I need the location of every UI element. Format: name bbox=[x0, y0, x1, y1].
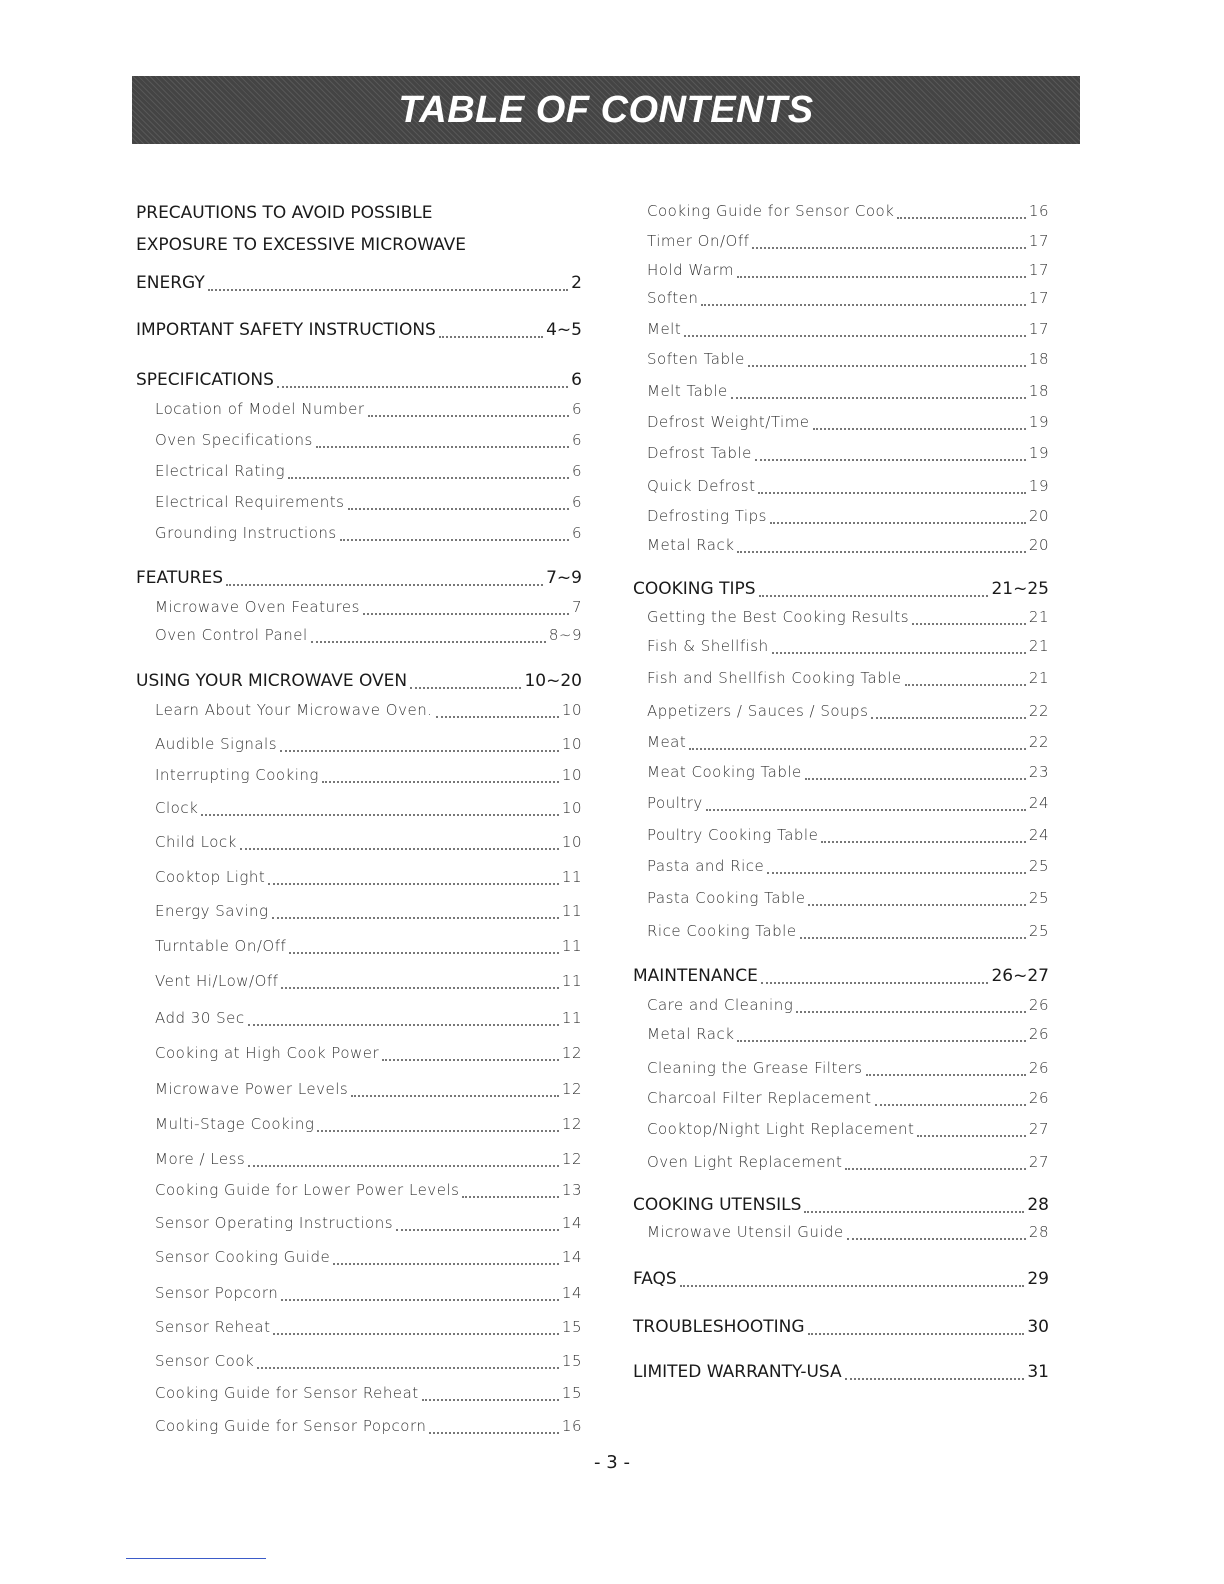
toc-leader-dots bbox=[866, 1074, 1026, 1076]
toc-entry[interactable] bbox=[155, 1244, 582, 1270]
toc-entry[interactable] bbox=[647, 198, 1049, 224]
toc-entry-page: 21~25 bbox=[991, 579, 1049, 599]
toc-entry-title: Sensor Cooking Guide bbox=[155, 1248, 331, 1266]
toc-entry[interactable] bbox=[647, 665, 1049, 691]
toc-entry-page: 10 bbox=[561, 799, 582, 817]
toc-entry-page: 26 bbox=[1028, 1089, 1049, 1107]
toc-entry-title: Melt Table bbox=[647, 382, 728, 400]
toc-entry[interactable] bbox=[647, 992, 1049, 1018]
toc-leader-dots bbox=[201, 814, 559, 816]
toc-leader-dots bbox=[289, 952, 559, 954]
toc-leader-dots bbox=[905, 684, 1026, 686]
toc-entry-page: 12 bbox=[561, 1115, 582, 1133]
toc-entry-page: 23 bbox=[1028, 763, 1049, 781]
toc-entry-page: 17 bbox=[1028, 261, 1049, 279]
toc-entry-page: 11 bbox=[561, 972, 582, 990]
toc-leader-dots bbox=[847, 1238, 1026, 1240]
toc-entry-page: 31 bbox=[1027, 1362, 1049, 1382]
toc-leader-dots bbox=[845, 1168, 1025, 1170]
toc-entry-title: Grounding Instructions bbox=[155, 524, 337, 542]
toc-entry-page: 27 bbox=[1028, 1153, 1049, 1171]
toc-entry-title: Defrost Weight/Time bbox=[647, 413, 810, 431]
toc-entry[interactable] bbox=[155, 1076, 582, 1102]
toc-leader-dots bbox=[316, 446, 569, 448]
toc-entry-page: 22 bbox=[1028, 702, 1049, 720]
toc-entry[interactable] bbox=[155, 1111, 582, 1137]
toc-leader-dots bbox=[333, 1263, 559, 1265]
toc-entry-page: 6 bbox=[571, 400, 582, 418]
page-number: - 3 - bbox=[594, 1452, 630, 1473]
toc-entry-title: Energy Saving bbox=[155, 902, 269, 920]
toc-entry-page: 16 bbox=[561, 1417, 582, 1435]
toc-entry-page: 24 bbox=[1028, 794, 1049, 812]
toc-entry-title: Sensor Reheat bbox=[155, 1318, 271, 1336]
toc-entry-page: 25 bbox=[1028, 857, 1049, 875]
toc-leader-dots bbox=[701, 304, 1026, 306]
toc-entry-title: SPECIFICATIONS bbox=[136, 370, 274, 390]
toc-leader-dots bbox=[280, 750, 559, 752]
toc-entry-title: Turntable On/Off bbox=[155, 937, 287, 955]
toc-entry-page: 17 bbox=[1028, 232, 1049, 250]
footer-rule bbox=[126, 1558, 266, 1559]
toc-leader-dots bbox=[917, 1135, 1025, 1137]
toc-entry[interactable] bbox=[155, 795, 582, 821]
toc-entry-title: Cooking Guide for Sensor Reheat bbox=[155, 1384, 419, 1402]
toc-entry-title: Charcoal Filter Replacement bbox=[647, 1089, 872, 1107]
toc-leader-dots bbox=[288, 477, 569, 479]
toc-leader-dots bbox=[808, 904, 1025, 906]
toc-entry[interactable] bbox=[647, 346, 1049, 372]
toc-leader-dots bbox=[737, 551, 1026, 553]
toc-entry-title: FEATURES bbox=[136, 568, 224, 588]
toc-entry-title: Oven Control Panel bbox=[155, 626, 308, 644]
toc-section[interactable] bbox=[633, 576, 1049, 602]
toc-entry-title: Cooktop Light bbox=[155, 868, 266, 886]
toc-entry[interactable] bbox=[155, 427, 582, 453]
toc-entry-page: 19 bbox=[1028, 444, 1049, 462]
toc-entry[interactable] bbox=[155, 622, 582, 648]
toc-entry-page: 2 bbox=[571, 273, 582, 293]
toc-section[interactable] bbox=[633, 1359, 1049, 1385]
toc-leader-dots bbox=[755, 459, 1026, 461]
toc-entry-title: Electrical Requirements bbox=[155, 493, 345, 511]
toc-leader-dots bbox=[871, 717, 1026, 719]
toc-entry-title: COOKING UTENSILS bbox=[633, 1195, 802, 1215]
toc-entry-title: Cooktop/Night Light Replacement bbox=[647, 1120, 915, 1138]
toc-entry-page: 8~9 bbox=[548, 626, 582, 644]
toc-section[interactable] bbox=[633, 1266, 1049, 1292]
toc-entry[interactable] bbox=[155, 489, 582, 515]
toc-leader-dots bbox=[351, 1095, 559, 1097]
toc-entry-page: 11 bbox=[561, 868, 582, 886]
precautions-line-1: PRECAUTIONS TO AVOID POSSIBLE bbox=[136, 203, 433, 223]
toc-entry-page: 10 bbox=[561, 766, 582, 784]
toc-entry-title: Pasta Cooking Table bbox=[647, 889, 806, 907]
toc-entry-title: Poultry bbox=[647, 794, 703, 812]
toc-entry-page: 14 bbox=[561, 1284, 582, 1302]
toc-leader-dots bbox=[277, 386, 568, 388]
toc-entry[interactable] bbox=[155, 1146, 582, 1172]
toc-leader-dots bbox=[752, 247, 1026, 249]
toc-entry-page: 15 bbox=[561, 1318, 582, 1336]
toc-entry-page: 10 bbox=[561, 833, 582, 851]
toc-entry[interactable] bbox=[647, 759, 1049, 785]
toc-entry-title: USING YOUR MICROWAVE OVEN bbox=[136, 671, 408, 691]
toc-entry[interactable] bbox=[647, 1055, 1049, 1081]
toc-entry-title: Metal Rack bbox=[647, 536, 735, 554]
toc-leader-dots bbox=[317, 1130, 559, 1132]
toc-entry-page: 12 bbox=[561, 1150, 582, 1168]
toc-entry-page: 11 bbox=[561, 937, 582, 955]
toc-entry-precautions[interactable] bbox=[136, 270, 582, 296]
toc-entry-title: Meat bbox=[647, 733, 687, 751]
toc-leader-dots bbox=[758, 492, 1025, 494]
toc-entry-title: Soften Table bbox=[647, 350, 745, 368]
toc-entry-title: Microwave Utensil Guide bbox=[647, 1223, 844, 1241]
toc-entry[interactable] bbox=[647, 1021, 1049, 1047]
toc-entry[interactable] bbox=[647, 440, 1049, 466]
toc-entry-title: Cooking Guide for Sensor Popcorn bbox=[155, 1417, 427, 1435]
toc-entry-page: 21 bbox=[1028, 608, 1049, 626]
toc-leader-dots bbox=[800, 937, 1026, 939]
toc-entry[interactable] bbox=[155, 458, 582, 484]
precautions-line-2: EXPOSURE TO EXCESSIVE MICROWAVE bbox=[136, 235, 467, 255]
toc-leader-dots bbox=[268, 883, 559, 885]
toc-entry-title: Oven Specifications bbox=[155, 431, 313, 449]
toc-leader-dots bbox=[821, 841, 1026, 843]
toc-entry-page: 11 bbox=[561, 1009, 582, 1027]
toc-leader-dots bbox=[273, 1333, 558, 1335]
toc-leader-dots bbox=[382, 1059, 559, 1061]
toc-leader-dots bbox=[897, 217, 1026, 219]
toc-section[interactable] bbox=[136, 565, 582, 591]
toc-leader-dots bbox=[737, 276, 1026, 278]
toc-entry-title: Microwave Oven Features bbox=[155, 598, 360, 616]
toc-entry-title: Timer On/Off bbox=[647, 232, 750, 250]
title-banner bbox=[132, 76, 1080, 144]
toc-leader-dots bbox=[439, 336, 543, 338]
toc-entry-page: 13 bbox=[561, 1181, 582, 1199]
toc-leader-dots bbox=[281, 987, 558, 989]
toc-entry-page: 11 bbox=[561, 902, 582, 920]
toc-entry[interactable] bbox=[155, 1177, 582, 1203]
toc-entry[interactable] bbox=[647, 604, 1049, 630]
toc-section[interactable] bbox=[136, 367, 582, 393]
toc-entry[interactable] bbox=[155, 1413, 582, 1439]
toc-entry-title: Child Lock bbox=[155, 833, 237, 851]
toc-entry-page: 7~9 bbox=[546, 568, 582, 588]
toc-entry-title: Appetizers / Sauces / Soups bbox=[647, 702, 869, 720]
toc-entry-page: 12 bbox=[561, 1044, 582, 1062]
toc-entry-page: 15 bbox=[561, 1352, 582, 1370]
toc-entry-title: FAQS bbox=[633, 1269, 677, 1289]
toc-section[interactable] bbox=[633, 963, 1049, 989]
toc-leader-dots bbox=[248, 1024, 559, 1026]
toc-entry[interactable] bbox=[155, 968, 582, 994]
toc-entry[interactable] bbox=[155, 1280, 582, 1306]
toc-entry[interactable] bbox=[647, 228, 1049, 254]
toc-entry-page: 19 bbox=[1028, 413, 1049, 431]
toc-section[interactable] bbox=[136, 317, 582, 343]
toc-entry-title: COOKING TIPS bbox=[633, 579, 756, 599]
toc-entry-page: 28 bbox=[1027, 1195, 1049, 1215]
toc-entry[interactable] bbox=[647, 1219, 1049, 1245]
toc-entry[interactable] bbox=[647, 409, 1049, 435]
toc-entry-title: Vent Hi/Low/Off bbox=[155, 972, 279, 990]
toc-leader-dots bbox=[462, 1196, 559, 1198]
toc-entry[interactable] bbox=[647, 729, 1049, 755]
toc-entry-page: 25 bbox=[1028, 922, 1049, 940]
toc-entry[interactable] bbox=[155, 396, 582, 422]
toc-entry-page: 26 bbox=[1028, 996, 1049, 1014]
toc-leader-dots bbox=[429, 1432, 559, 1434]
toc-entry-title: Cooking at High Cook Power bbox=[155, 1044, 380, 1062]
toc-leader-dots bbox=[436, 716, 559, 718]
toc-leader-dots bbox=[257, 1367, 559, 1369]
toc-entry[interactable] bbox=[155, 1380, 582, 1406]
toc-entry[interactable] bbox=[647, 633, 1049, 659]
toc-leader-dots bbox=[689, 748, 1026, 750]
toc-leader-dots bbox=[761, 982, 989, 984]
toc-entry-title: Location of Model Number bbox=[155, 400, 365, 418]
toc-entry-page: 4~5 bbox=[546, 320, 582, 340]
toc-leader-dots bbox=[368, 415, 569, 417]
toc-entry-title: LIMITED WARRANTY-USA bbox=[633, 1362, 842, 1382]
toc-entry[interactable] bbox=[155, 731, 582, 757]
toc-entry-title: Cleaning the Grease Filters bbox=[647, 1059, 863, 1077]
toc-entry[interactable] bbox=[155, 594, 582, 620]
toc-entry-title: Defrosting Tips bbox=[647, 507, 767, 525]
toc-entry-page: 20 bbox=[1028, 536, 1049, 554]
toc-entry-page: 29 bbox=[1027, 1269, 1049, 1289]
toc-section[interactable] bbox=[136, 668, 582, 694]
toc-entry-page: 6 bbox=[571, 524, 582, 542]
toc-entry-page: 10~20 bbox=[524, 671, 582, 691]
toc-entry-title: Electrical Rating bbox=[155, 462, 286, 480]
toc-entry-title: Hold Warm bbox=[647, 261, 734, 279]
toc-entry[interactable] bbox=[155, 898, 582, 924]
toc-entry-page: 22 bbox=[1028, 733, 1049, 751]
toc-entry-page: 26~27 bbox=[991, 966, 1049, 986]
toc-entry-page: 17 bbox=[1028, 320, 1049, 338]
toc-entry-title: Fish and Shellfish Cooking Table bbox=[647, 669, 902, 687]
toc-entry-title: ENERGY bbox=[136, 273, 205, 293]
toc-entry[interactable] bbox=[647, 698, 1049, 724]
toc-entry-title: Microwave Power Levels bbox=[155, 1080, 349, 1098]
toc-entry-page: 20 bbox=[1028, 507, 1049, 525]
toc-entry[interactable] bbox=[647, 1085, 1049, 1111]
toc-leader-dots bbox=[796, 1011, 1026, 1013]
toc-entry-page: 15 bbox=[561, 1384, 582, 1402]
toc-entry[interactable] bbox=[647, 503, 1049, 529]
toc-entry-page: 6 bbox=[571, 462, 582, 480]
toc-section[interactable] bbox=[633, 1192, 1049, 1218]
toc-entry-page: 26 bbox=[1028, 1025, 1049, 1043]
toc-leader-dots bbox=[737, 1040, 1026, 1042]
toc-entry-title: Interrupting Cooking bbox=[155, 766, 319, 784]
toc-entry-title: Metal Rack bbox=[647, 1025, 735, 1043]
toc-entry[interactable] bbox=[647, 285, 1049, 311]
toc-leader-dots bbox=[912, 623, 1026, 625]
toc-entry[interactable] bbox=[155, 1005, 582, 1031]
toc-leader-dots bbox=[322, 781, 559, 783]
toc-entry-title: Melt bbox=[647, 320, 682, 338]
toc-entry-title: Oven Light Replacement bbox=[647, 1153, 843, 1171]
toc-entry[interactable] bbox=[647, 316, 1049, 342]
toc-leader-dots bbox=[311, 641, 546, 643]
toc-entry-page: 26 bbox=[1028, 1059, 1049, 1077]
toc-entry[interactable] bbox=[155, 1040, 582, 1066]
toc-entry[interactable] bbox=[155, 697, 582, 723]
toc-leader-dots bbox=[363, 613, 569, 615]
toc-entry-title: Add 30 Sec bbox=[155, 1009, 245, 1027]
toc-entry-title: Sensor Operating Instructions bbox=[155, 1214, 394, 1232]
toc-leader-dots bbox=[875, 1104, 1026, 1106]
toc-leader-dots bbox=[348, 508, 569, 510]
toc-leader-dots bbox=[808, 1333, 1025, 1335]
toc-entry-page: 14 bbox=[561, 1248, 582, 1266]
toc-leader-dots bbox=[248, 1165, 559, 1167]
toc-entry-title: Cooking Guide for Lower Power Levels bbox=[155, 1181, 460, 1199]
toc-entry-title: Meat Cooking Table bbox=[647, 763, 802, 781]
toc-entry-page: 27 bbox=[1028, 1120, 1049, 1138]
toc-entry-page: 7 bbox=[571, 598, 582, 616]
toc-entry-title: Getting the Best Cooking Results bbox=[647, 608, 910, 626]
toc-entry-page: 18 bbox=[1028, 350, 1049, 368]
toc-entry-title: Clock bbox=[155, 799, 199, 817]
toc-entry-title: Rice Cooking Table bbox=[647, 922, 797, 940]
toc-leader-dots bbox=[804, 1211, 1024, 1213]
toc-entry[interactable] bbox=[647, 918, 1049, 944]
toc-entry-title: Audible Signals bbox=[155, 735, 278, 753]
toc-entry[interactable] bbox=[647, 473, 1049, 499]
toc-leader-dots bbox=[684, 335, 1026, 337]
toc-leader-dots bbox=[340, 539, 569, 541]
toc-entry-page: 21 bbox=[1028, 669, 1049, 687]
toc-leader-dots bbox=[759, 595, 989, 597]
toc-entry-title: Learn About Your Microwave Oven. bbox=[155, 701, 433, 719]
toc-entry-page: 25 bbox=[1028, 889, 1049, 907]
toc-entry-page: 10 bbox=[561, 735, 582, 753]
toc-leader-dots bbox=[396, 1229, 559, 1231]
toc-entry-title: Pasta and Rice bbox=[647, 857, 765, 875]
toc-leader-dots bbox=[410, 687, 521, 689]
toc-entry[interactable] bbox=[155, 933, 582, 959]
toc-entry-page: 14 bbox=[561, 1214, 582, 1232]
toc-leader-dots bbox=[240, 848, 559, 850]
toc-entry-page: 24 bbox=[1028, 826, 1049, 844]
toc-entry[interactable] bbox=[155, 864, 582, 890]
toc-entry-title: Cooking Guide for Sensor Cook bbox=[647, 202, 895, 220]
toc-entry-page: 6 bbox=[571, 493, 582, 511]
toc-entry[interactable] bbox=[647, 822, 1049, 848]
toc-entry-title: Sensor Cook bbox=[155, 1352, 255, 1370]
toc-entry-title: Poultry Cooking Table bbox=[647, 826, 819, 844]
toc-entry[interactable] bbox=[647, 257, 1049, 283]
toc-entry[interactable] bbox=[155, 520, 582, 546]
toc-entry-title: MAINTENANCE bbox=[633, 966, 758, 986]
toc-entry-page: 21 bbox=[1028, 637, 1049, 655]
page-title: TABLE OF CONTENTS bbox=[398, 88, 814, 131]
toc-entry-title: More / Less bbox=[155, 1150, 246, 1168]
toc-entry-page: 30 bbox=[1027, 1317, 1049, 1337]
toc-leader-dots bbox=[748, 365, 1026, 367]
toc-entry-title: Defrost Table bbox=[647, 444, 752, 462]
toc-entry[interactable] bbox=[647, 790, 1049, 816]
toc-entry-page: 16 bbox=[1028, 202, 1049, 220]
toc-leader-dots bbox=[772, 652, 1026, 654]
toc-entry-title: TROUBLESHOOTING bbox=[633, 1317, 805, 1337]
toc-entry-page: 10 bbox=[561, 701, 582, 719]
toc-entry-page: 18 bbox=[1028, 382, 1049, 400]
toc-entry-title: Quick Defrost bbox=[647, 477, 756, 495]
toc-entry-title: Multi-Stage Cooking bbox=[155, 1115, 315, 1133]
toc-entry-page: 28 bbox=[1028, 1223, 1049, 1241]
toc-entry-title: Soften bbox=[647, 289, 699, 307]
toc-entry-page: 6 bbox=[571, 431, 582, 449]
toc-entry[interactable] bbox=[155, 1210, 582, 1236]
toc-leader-dots bbox=[770, 522, 1026, 524]
toc-leader-dots bbox=[767, 872, 1026, 874]
toc-entry-title: Care and Cleaning bbox=[647, 996, 794, 1014]
toc-entry[interactable] bbox=[647, 532, 1049, 558]
toc-leader-dots bbox=[422, 1399, 559, 1401]
toc-leader-dots bbox=[845, 1378, 1025, 1380]
toc-entry-page: 19 bbox=[1028, 477, 1049, 495]
toc-leader-dots bbox=[208, 289, 568, 291]
toc-entry[interactable] bbox=[647, 1116, 1049, 1142]
toc-leader-dots bbox=[272, 917, 559, 919]
toc-entry-title: Fish & Shellfish bbox=[647, 637, 769, 655]
toc-entry[interactable] bbox=[647, 853, 1049, 879]
toc-entry-page: 17 bbox=[1028, 289, 1049, 307]
toc-entry[interactable] bbox=[647, 885, 1049, 911]
toc-entry[interactable] bbox=[647, 1149, 1049, 1175]
toc-entry-page: 12 bbox=[561, 1080, 582, 1098]
toc-entry[interactable] bbox=[155, 762, 582, 788]
toc-entry-title: Sensor Popcorn bbox=[155, 1284, 279, 1302]
toc-leader-dots bbox=[680, 1285, 1025, 1287]
toc-leader-dots bbox=[226, 584, 543, 586]
toc-leader-dots bbox=[805, 778, 1026, 780]
toc-leader-dots bbox=[813, 428, 1026, 430]
toc-leader-dots bbox=[731, 397, 1026, 399]
toc-entry[interactable] bbox=[155, 1348, 582, 1374]
toc-entry-title: IMPORTANT SAFETY INSTRUCTIONS bbox=[136, 320, 436, 340]
toc-entry-page: 6 bbox=[571, 370, 582, 390]
toc-section[interactable] bbox=[633, 1314, 1049, 1340]
toc-entry[interactable] bbox=[155, 829, 582, 855]
toc-entry[interactable] bbox=[155, 1314, 582, 1340]
toc-entry[interactable] bbox=[647, 378, 1049, 404]
toc-leader-dots bbox=[281, 1299, 559, 1301]
toc-leader-dots bbox=[706, 809, 1026, 811]
